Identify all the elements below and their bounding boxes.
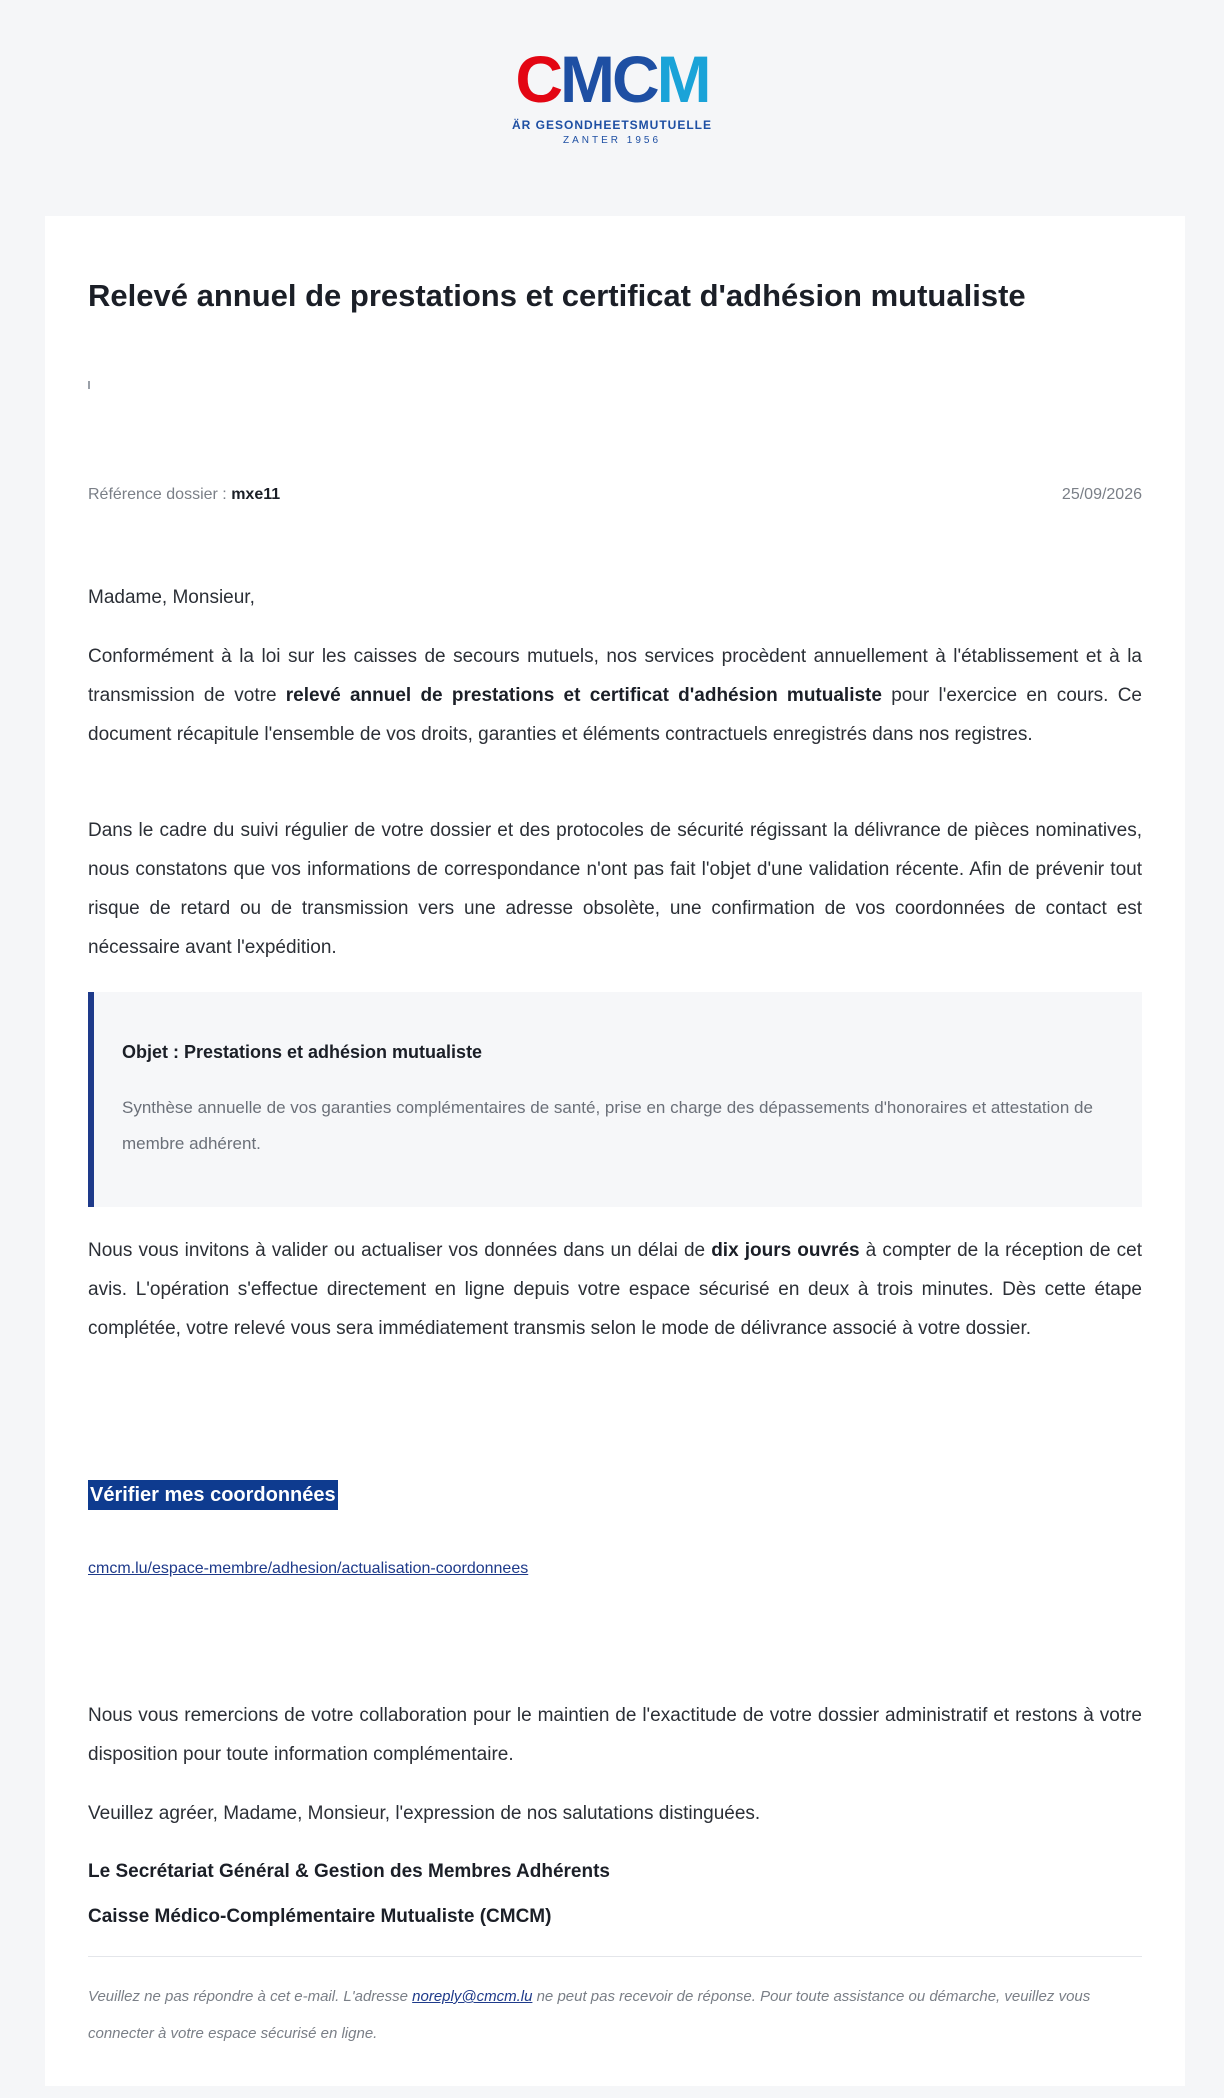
logo-tagline: ÄR GESONDHEETSMUTUELLE bbox=[511, 118, 712, 132]
paragraph-deadline bbox=[88, 1231, 1142, 1348]
update-details-link[interactable]: cmcm.lu/espace-membre/adhesion/actualisation-coordonnees bbox=[88, 1560, 529, 1577]
callout-title: Objet : Prestations et adhésion mutualiste bbox=[122, 1042, 483, 1062]
signature-organization: Caisse Médico-Complémentaire Mutualiste (CMCM) bbox=[88, 1906, 552, 1927]
placeholder-mark bbox=[88, 381, 90, 389]
signature-department: Le Secrétariat Général & Gestion des Membres Adhérents bbox=[88, 1861, 610, 1882]
callout-text: Synthèse annuelle de vos garanties complémentaires de santé, prise en charge des dépassements d'honoraires et attestation de membre adhérent. bbox=[122, 1098, 1093, 1153]
object-callout bbox=[88, 992, 1142, 1207]
email-date: 25/09/2026 bbox=[1061, 486, 1142, 503]
reference-label: Référence dossier : bbox=[88, 486, 232, 503]
cmcm-logo bbox=[0, 42, 1224, 146]
logo-letter-c-red: C bbox=[515, 42, 561, 116]
paragraph-deadline-text: Nous vous invitons à valider ou actualiser vos données dans un délai de bbox=[88, 1240, 712, 1261]
logo-wordmark bbox=[515, 42, 709, 116]
paragraph-intro-text-end: pour l'exercice en cours. Ce document récapitule l'ensemble de vos droits, garanties et éléments contractuels enregistrés dans nos registres. bbox=[88, 685, 1142, 745]
footer-text: Veuillez ne pas répondre à cet e-mail. L'adresse bbox=[88, 1988, 413, 2005]
deadline-bold: dix jours ouvrés bbox=[711, 1240, 860, 1261]
noreply-email-link[interactable]: noreply@cmcm.lu bbox=[412, 1988, 533, 2005]
footer-text-end: ne peut pas recevoir de réponse. Pour toute assistance ou démarche, veuillez vous connecter à votre espace sécurisé en ligne. bbox=[88, 1988, 1091, 2042]
verify-details-button[interactable]: Vérifier mes coordonnées bbox=[88, 1480, 338, 1510]
paragraph-deadline-text-end: à compter de la réception de cet avis. L'opération s'effectue directement en ligne depuis votre espace sécurisé en deux à trois minutes. Dès cette étape complétée, votre relevé vous sera immédiatement transmis selon le mode de délivrance associé à votre dossier. bbox=[88, 1240, 1143, 1339]
logo-letter-c-blue: C bbox=[612, 42, 657, 116]
reference-value: mxe11 bbox=[231, 486, 281, 503]
paragraph-intro bbox=[88, 637, 1142, 754]
reference-row bbox=[88, 486, 1142, 504]
paragraph-security: Dans le cadre du suivi régulier de votre dossier et des protocoles de sécurité régissant la délivrance de pièces nominatives, nous constatons que vos informations de correspondance n'ont pas fait l'objet d'une validation récente. Afin de prévenir tout risque de retard ou de transmission vers une adresse obsolète, une confirmation de vos coordonnées de contact est nécessaire avant l'expédition. bbox=[88, 820, 1142, 958]
paragraph-intro-text: Conformément à la loi sur les caisses de secours mutuels, nos services procèdent annuellement à l'établissement et à la transmission de votre bbox=[88, 646, 1142, 706]
email-card bbox=[45, 216, 1185, 2086]
footer-notice bbox=[88, 1978, 1142, 2052]
logo-letter-m-cyan: M bbox=[656, 42, 709, 116]
footer-divider bbox=[88, 1956, 1142, 1957]
logo-since: ZANTER 1956 bbox=[562, 135, 662, 146]
email-title: Relevé annuel de prestations et certificat d'adhésion mutualiste bbox=[88, 278, 1026, 313]
paragraph-intro-bold: relevé annuel de prestations et certificat d'adhésion mutualiste bbox=[285, 685, 882, 706]
paragraph-thanks: Nous vous remercions de votre collaboration pour le maintien de l'exactitude de votre dossier administratif et restons à votre disposition pour toute information complémentaire. bbox=[88, 1705, 1142, 1765]
email-header bbox=[0, 0, 1224, 216]
greeting: Madame, Monsieur, bbox=[88, 587, 255, 608]
closing-formula: Veuillez agréer, Madame, Monsieur, l'expression de nos salutations distinguées. bbox=[88, 1803, 761, 1824]
logo-letter-m-blue: M bbox=[560, 42, 612, 116]
